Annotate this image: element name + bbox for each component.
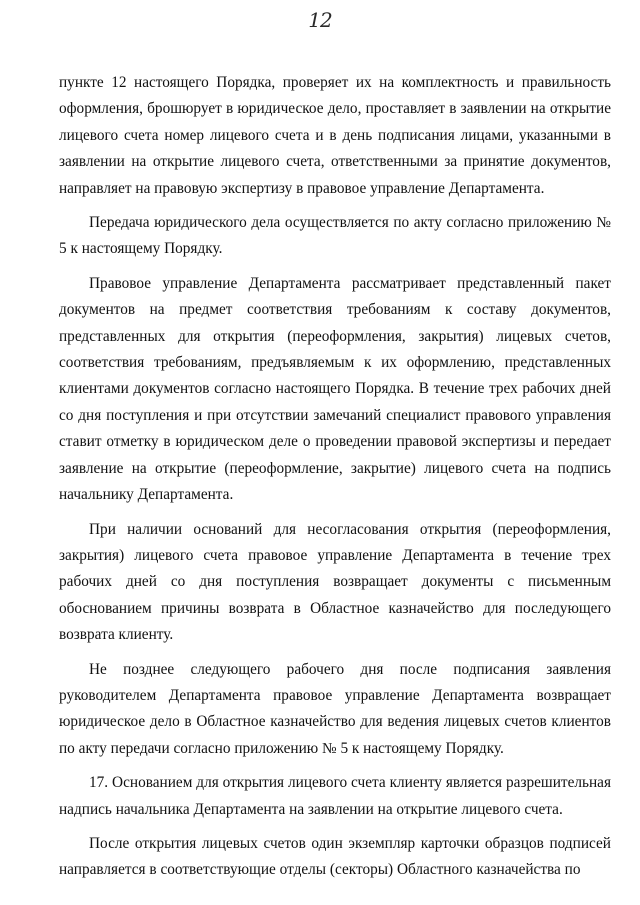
paragraph-continuation: пункте 12 настоящего Порядка, проверяет их на комплектность и правильность оформления, брошюрует в юридическое дело, проставляет в заявлении на открытие лицевого счета номер лицевого счета и в день подписания лицами, указанными в заявлении на открытие лицевого счета, ответственными за принятие документов, направляет на правовую экспертизу в правовое управление Департамента. xyxy=(59,74,611,197)
paragraph-refusal-grounds: При наличии оснований для несогласования открытия (переоформления, закрытия) лицевого счета правовое управление Департамента в течение трех рабочих дней со дня поступления возвращает документы с письменным обоснованием причины возврата в Областное казначейство для последующего возврата клиенту. xyxy=(59,520,611,644)
document-body xyxy=(59,70,611,892)
paragraph-return-file: Не позднее следующего рабочего дня после подписания заявления руководителем Департамента правовое управление Департамента возвращает юридическое дело в Областное казначейство для ведения лицевых счетов клиентов по акту передачи согласно приложению № 5 к настоящему Порядку. xyxy=(59,660,611,757)
paragraph-legal-review: Правовое управление Департамента рассматривает представленный пакет документов на предмет соответствия требованиям к составу документов, представленных для открытия (переоформления, закрытия) лицевых счетов, соответствия требованиям, предъявляемым к их оформлению, представленных клиентами документов согласно настоящего Порядка. В течение трех рабочих дней со дня поступления и при отсутствии замечаний специалист правового управления ставит отметку в юридическом деле о проведении правовой экспертизы и передает заявление на открытие (переоформление, закрытие) лицевого счета на подпись начальнику Департамента. xyxy=(59,274,611,504)
paragraph-item-17: 17. Основанием для открытия лицевого счета клиенту является разрешительная надпись начальника Департамента на заявлении на открытие лицевого счета. xyxy=(59,774,611,818)
page-number: 12 xyxy=(308,8,332,32)
paragraph-transfer-act: Передача юридического дела осуществляется по акту согласно приложению № 5 к настоящему Порядку. xyxy=(59,214,611,258)
paragraph-signature-card: После открытия лицевых счетов один экземпляр карточки образцов подписей направляется в соответствующие отделы (секторы) Областного казначейства по xyxy=(59,834,611,879)
